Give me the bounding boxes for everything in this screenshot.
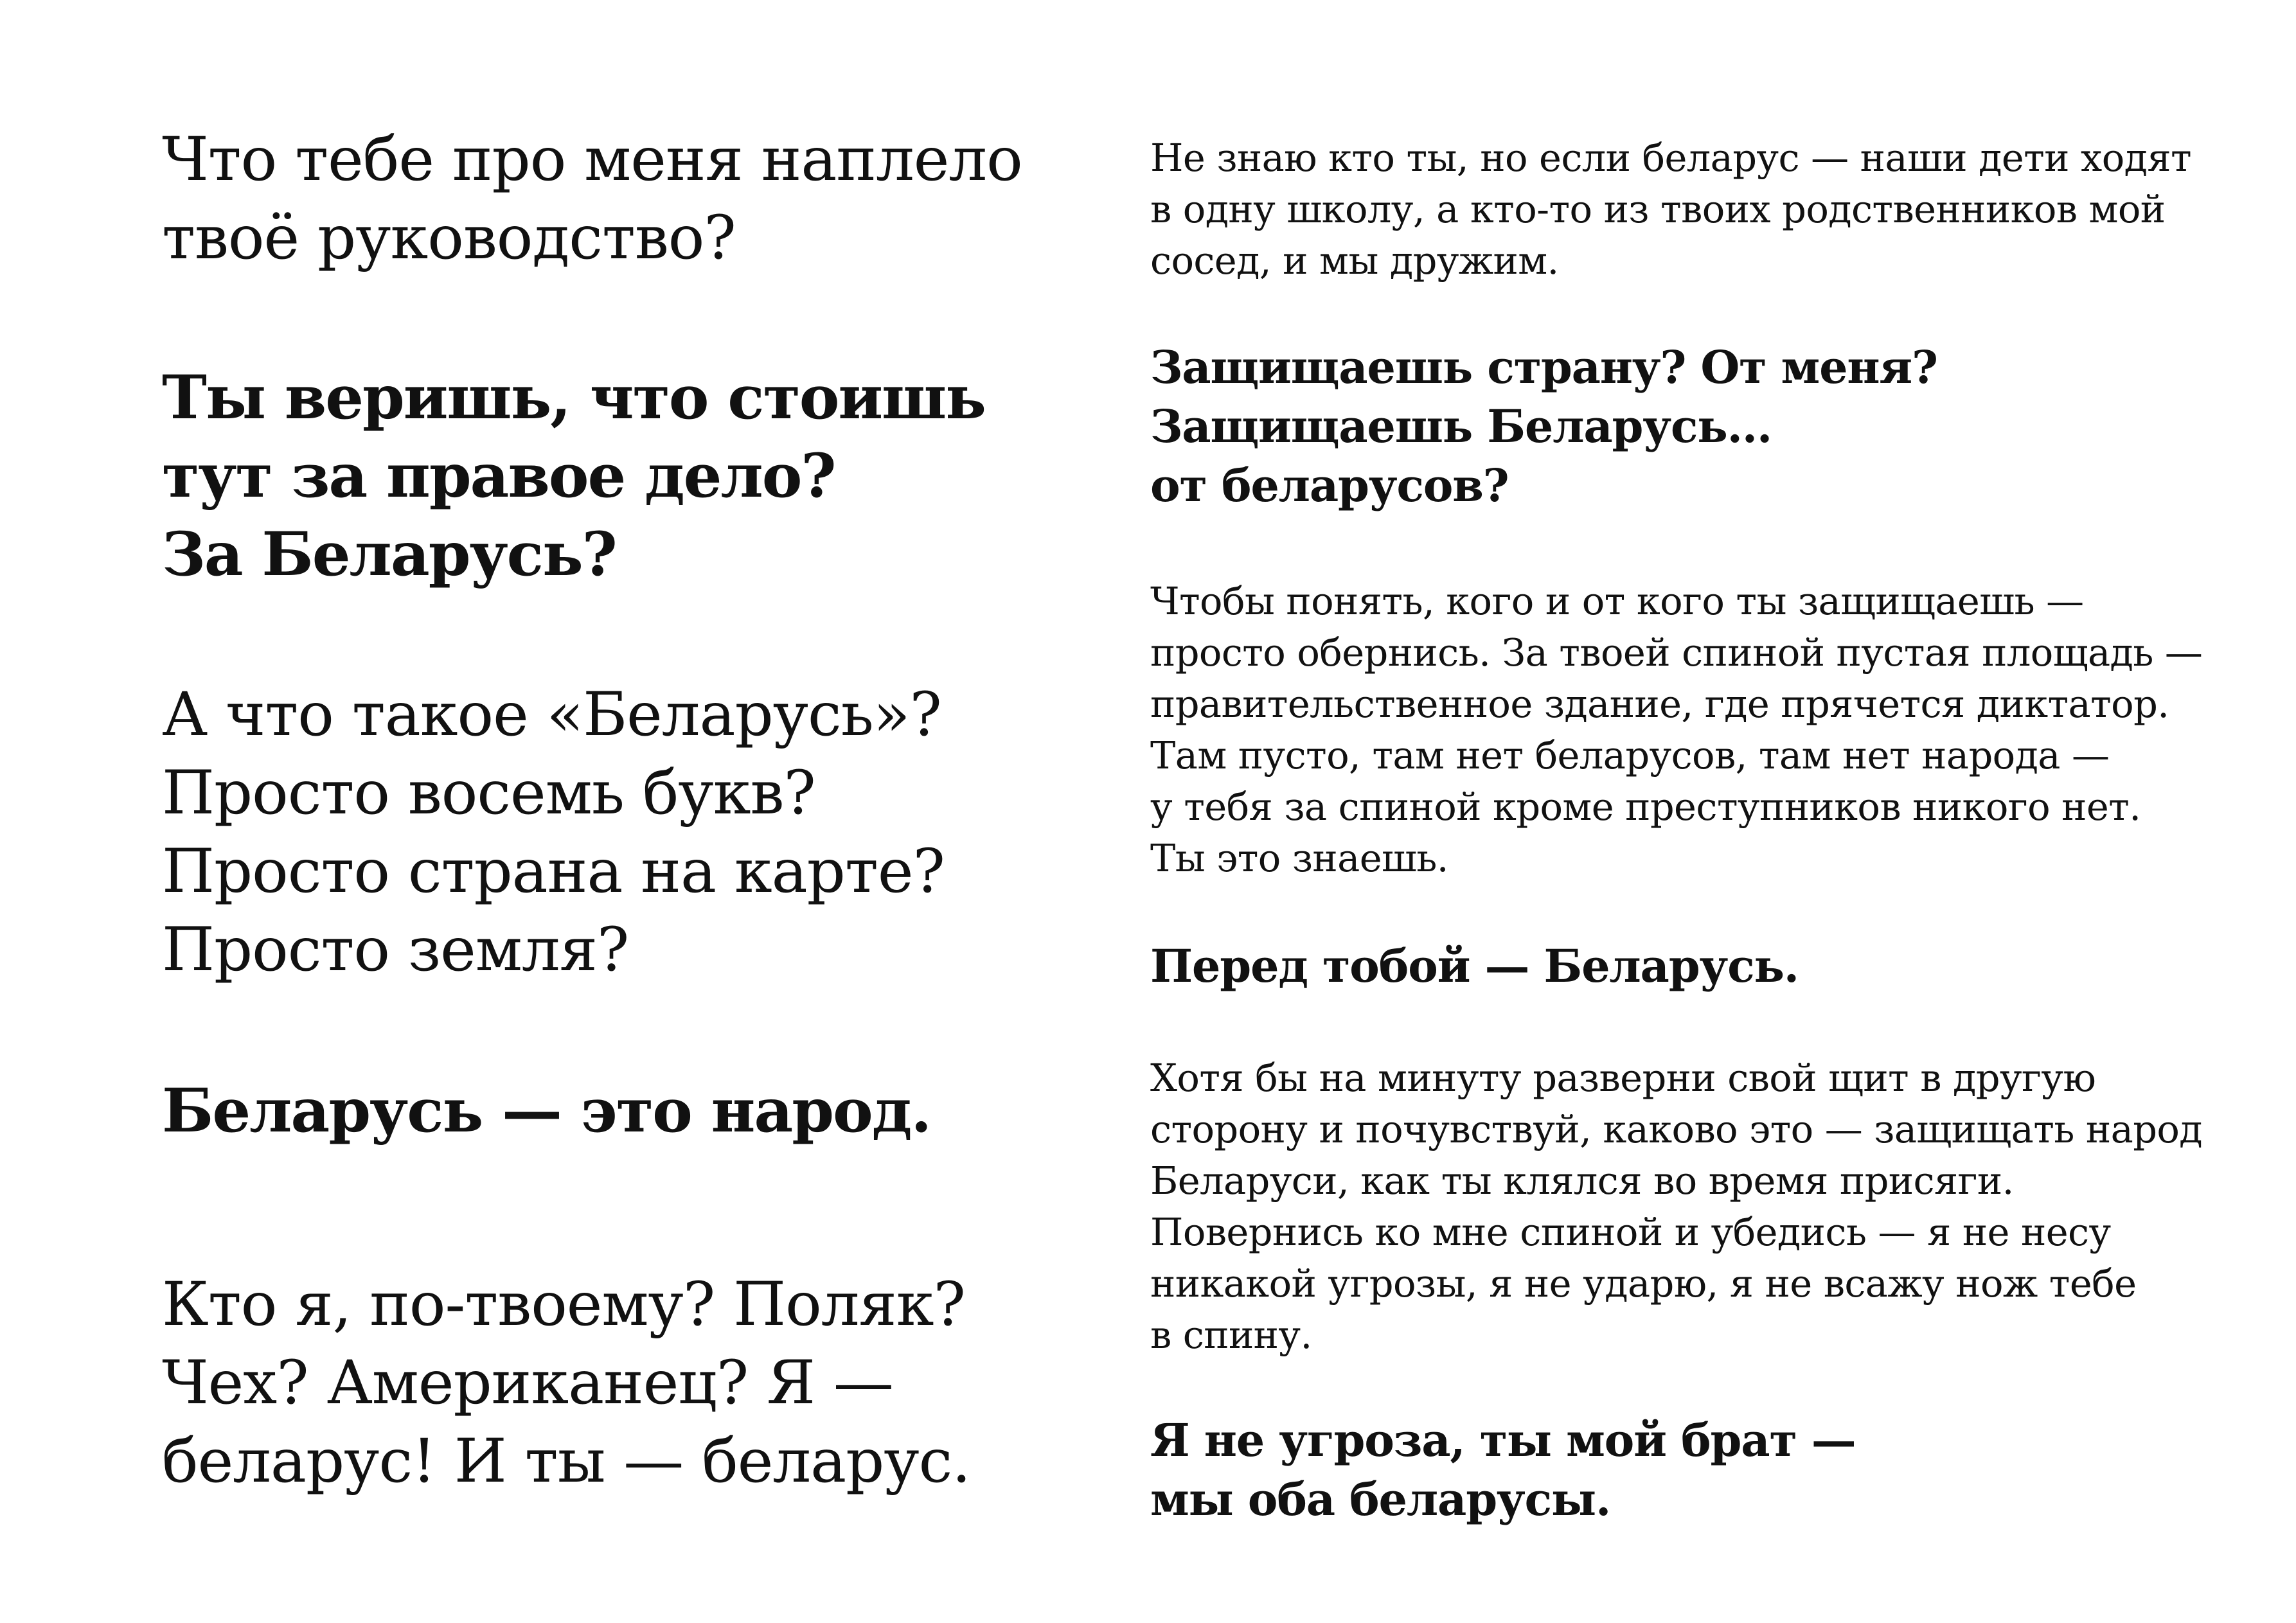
text-line: Перед тобой — Беларусь.: [1150, 939, 1799, 993]
text-line: Не знаю кто ты, но если беларус — наши дети ходят: [1150, 136, 2192, 180]
text-line: Кто я, по-твоему? Поляк?: [162, 1270, 965, 1340]
text-line: мы оба беларусы.: [1150, 1473, 1611, 1526]
text-line: Беларуси, как ты клялся во время присяги.: [1150, 1158, 2014, 1203]
text-line: сторону и почувствуй, каково это — защищать народ: [1150, 1107, 2203, 1151]
left-paragraph-3: [162, 676, 945, 989]
text-line: от беларусов?: [1150, 459, 1509, 512]
text-line: в одну школу, а кто-то из твоих родственников мой: [1150, 187, 2166, 231]
text-line: Защищаешь страну? От меня?: [1150, 341, 1937, 394]
text-line: Повернись ко мне спиной и убедись — я не несу: [1150, 1210, 2111, 1254]
right-paragraph-2-bold: [1150, 338, 1937, 515]
text-line: Просто страна на карте?: [162, 837, 945, 907]
text-line: Ты это знаешь.: [1150, 836, 1448, 880]
right-paragraph-6-bold: [1150, 1411, 1856, 1529]
right-paragraph-3: [1150, 576, 2202, 884]
text-line: Чех? Американец? Я —: [162, 1348, 893, 1418]
text-line: Просто земля?: [162, 915, 629, 985]
right-paragraph-5: [1150, 1052, 2202, 1361]
text-line: в спину.: [1150, 1313, 1312, 1357]
right-paragraph-4-bold: [1150, 937, 1799, 996]
text-line: Что тебе про меня наплело: [162, 125, 1022, 195]
left-paragraph-2-bold: [162, 359, 985, 594]
text-line: Просто восемь букв?: [162, 758, 815, 828]
text-line: тут за правое дело?: [162, 441, 835, 511]
text-line: За Беларусь?: [162, 519, 616, 590]
text-line: Я не угроза, ты мой брат —: [1150, 1414, 1856, 1467]
text-line: Там пусто, там нет беларусов, там нет народа —: [1150, 733, 2110, 777]
right-paragraph-1: [1150, 132, 2191, 287]
text-line: А что такое «Беларусь»?: [162, 680, 941, 750]
text-line: Защищаешь Беларусь...: [1150, 400, 1772, 453]
text-line: никакой угрозы, я не ударю, я не всажу нож тебе: [1150, 1261, 2137, 1306]
text-line: Хотя бы на минуту разверни свой щит в другую: [1150, 1056, 2096, 1100]
left-paragraph-4-bold: [162, 1072, 930, 1150]
text-line: Беларусь — это народ.: [162, 1076, 931, 1146]
text-line: сосед, и мы дружим.: [1150, 238, 1559, 283]
text-line: Чтобы понять, кого и от кого ты защищаешь —: [1150, 579, 2084, 623]
text-line: твоё руководство?: [162, 203, 736, 273]
text-line: беларус! И ты — беларус.: [162, 1426, 971, 1496]
left-paragraph-5: [162, 1266, 970, 1501]
text-line: Ты веришь, что стоишь: [162, 362, 985, 433]
text-line: у тебя за спиной кроме преступников никого нет.: [1150, 785, 2141, 829]
text-line: правительственное здание, где прячется диктатор.: [1150, 682, 2169, 726]
text-line: просто обернись. За твоей спиной пустая площадь —: [1150, 630, 2203, 675]
left-paragraph-1: [162, 121, 1022, 278]
